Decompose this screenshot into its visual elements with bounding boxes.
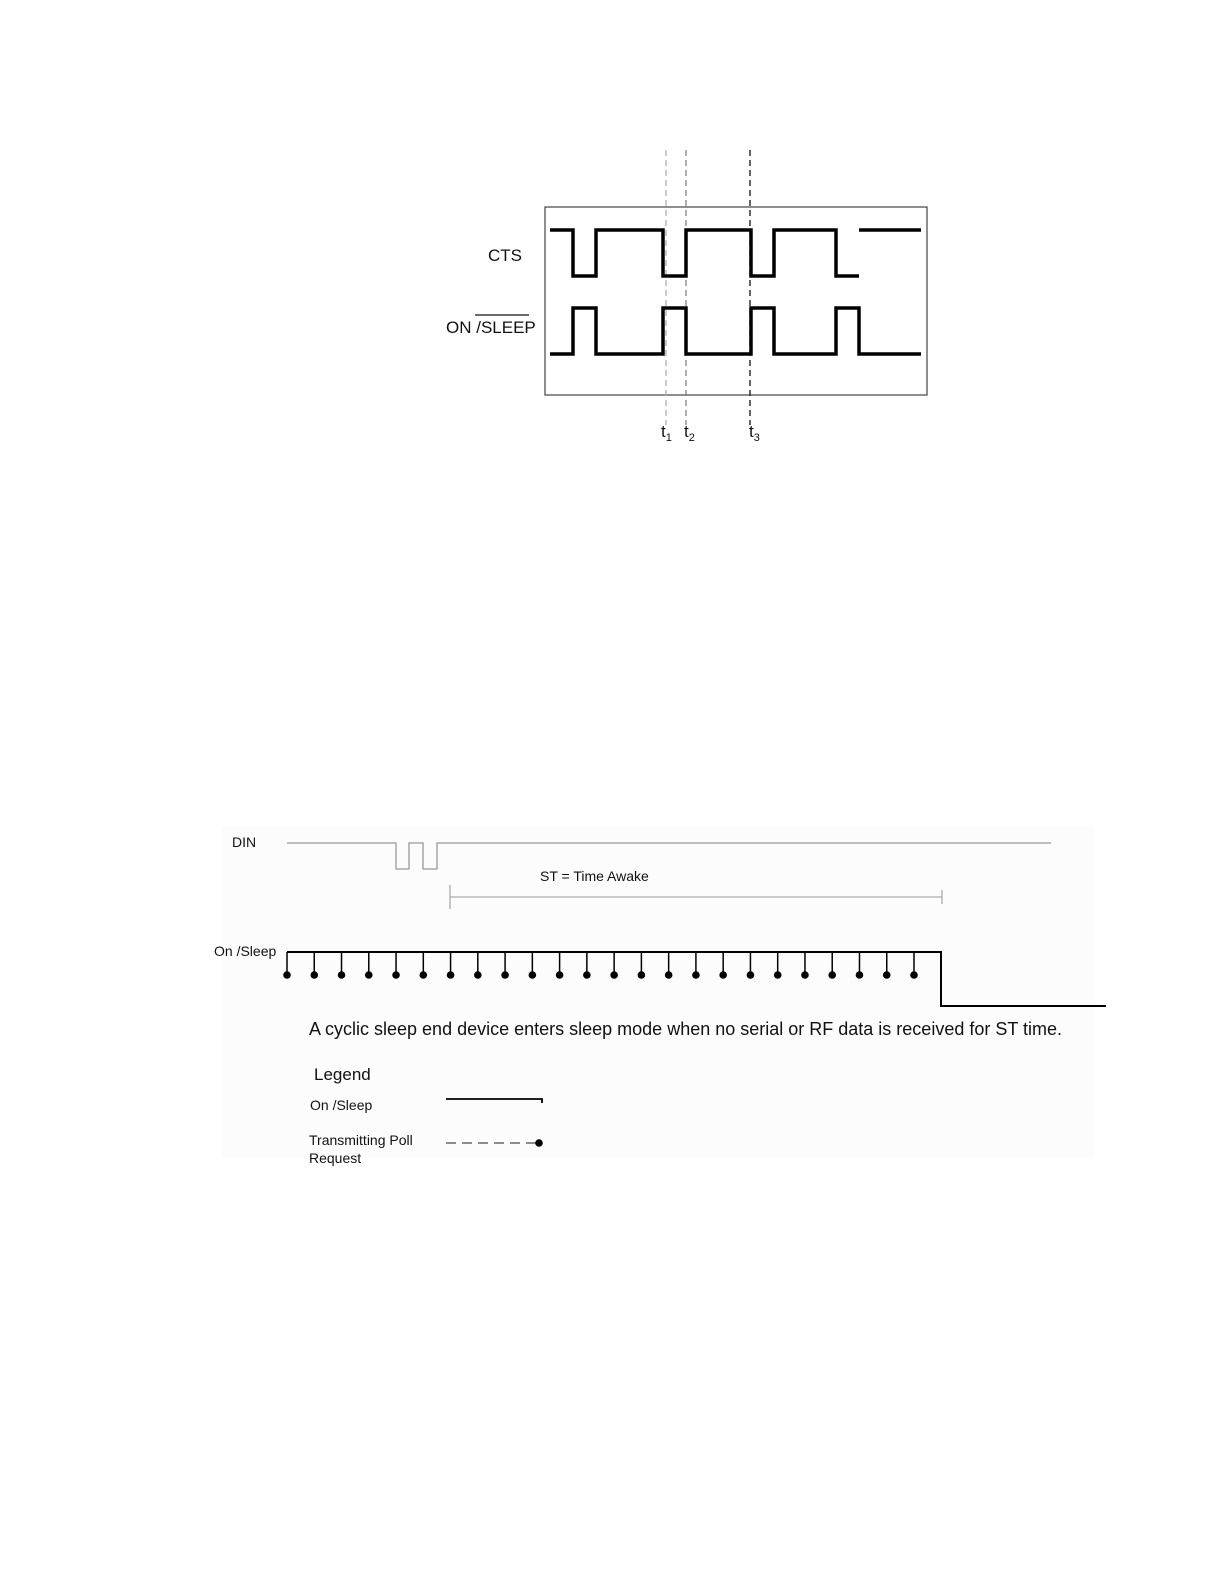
legend-title: Legend (314, 1065, 371, 1084)
onsleep-label (446, 318, 536, 337)
cts-label: CTS (488, 246, 522, 265)
legend-onsleep-label: On /Sleep (310, 1097, 373, 1113)
poll-request-dot (420, 971, 428, 979)
poll-request-dot (529, 971, 537, 979)
poll-request-dot (474, 971, 482, 979)
poll-request-dot (283, 971, 291, 979)
poll-request-dot (338, 971, 346, 979)
st-label: ST = Time Awake (540, 868, 649, 884)
poll-request-dot (828, 971, 836, 979)
t3-label: $t_3$ (749, 422, 760, 444)
poll-request-dot (910, 971, 918, 979)
poll-request-dot (310, 971, 318, 979)
poll-request-dot (392, 971, 400, 979)
poll-request-dot (774, 971, 782, 979)
poll-request-dot (638, 971, 646, 979)
cts-sleep-timing-diagram (446, 150, 927, 444)
on-sleep-label: On /Sleep (214, 943, 277, 959)
t1-label: $t_1$ (661, 422, 672, 444)
legend-poll-label-line1: Transmitting Poll (309, 1132, 413, 1148)
onsleep-label-sleep: SLEEP (480, 318, 536, 337)
diagram-caption: A cyclic sleep end device enters sleep mode when no serial or RF data is received for ST time. (309, 1019, 1063, 1039)
poll-request-dot (883, 971, 891, 979)
diagram-frame (545, 207, 927, 395)
poll-request-dot (365, 971, 373, 979)
cyclic-sleep-diagram (214, 826, 1106, 1166)
din-label: DIN (232, 834, 257, 850)
t2-label: $t_2$ (684, 422, 695, 444)
poll-request-dot (610, 971, 618, 979)
poll-request-dot (583, 971, 591, 979)
poll-request-dot (665, 971, 673, 979)
poll-request-dot (692, 971, 700, 979)
legend-poll-dot (535, 1139, 543, 1147)
poll-request-dot (501, 971, 509, 979)
onsleep-label-on: ON / (446, 318, 481, 337)
poll-request-dot (856, 971, 864, 979)
poll-request-dot (747, 971, 755, 979)
onsleep-waveform (550, 308, 921, 354)
poll-request-dot (556, 971, 564, 979)
poll-request-dot (719, 971, 727, 979)
cts-waveform (550, 230, 921, 276)
poll-request-dot (801, 971, 809, 979)
poll-request-dot (447, 971, 455, 979)
legend-poll-label-line2: Request (309, 1150, 362, 1166)
